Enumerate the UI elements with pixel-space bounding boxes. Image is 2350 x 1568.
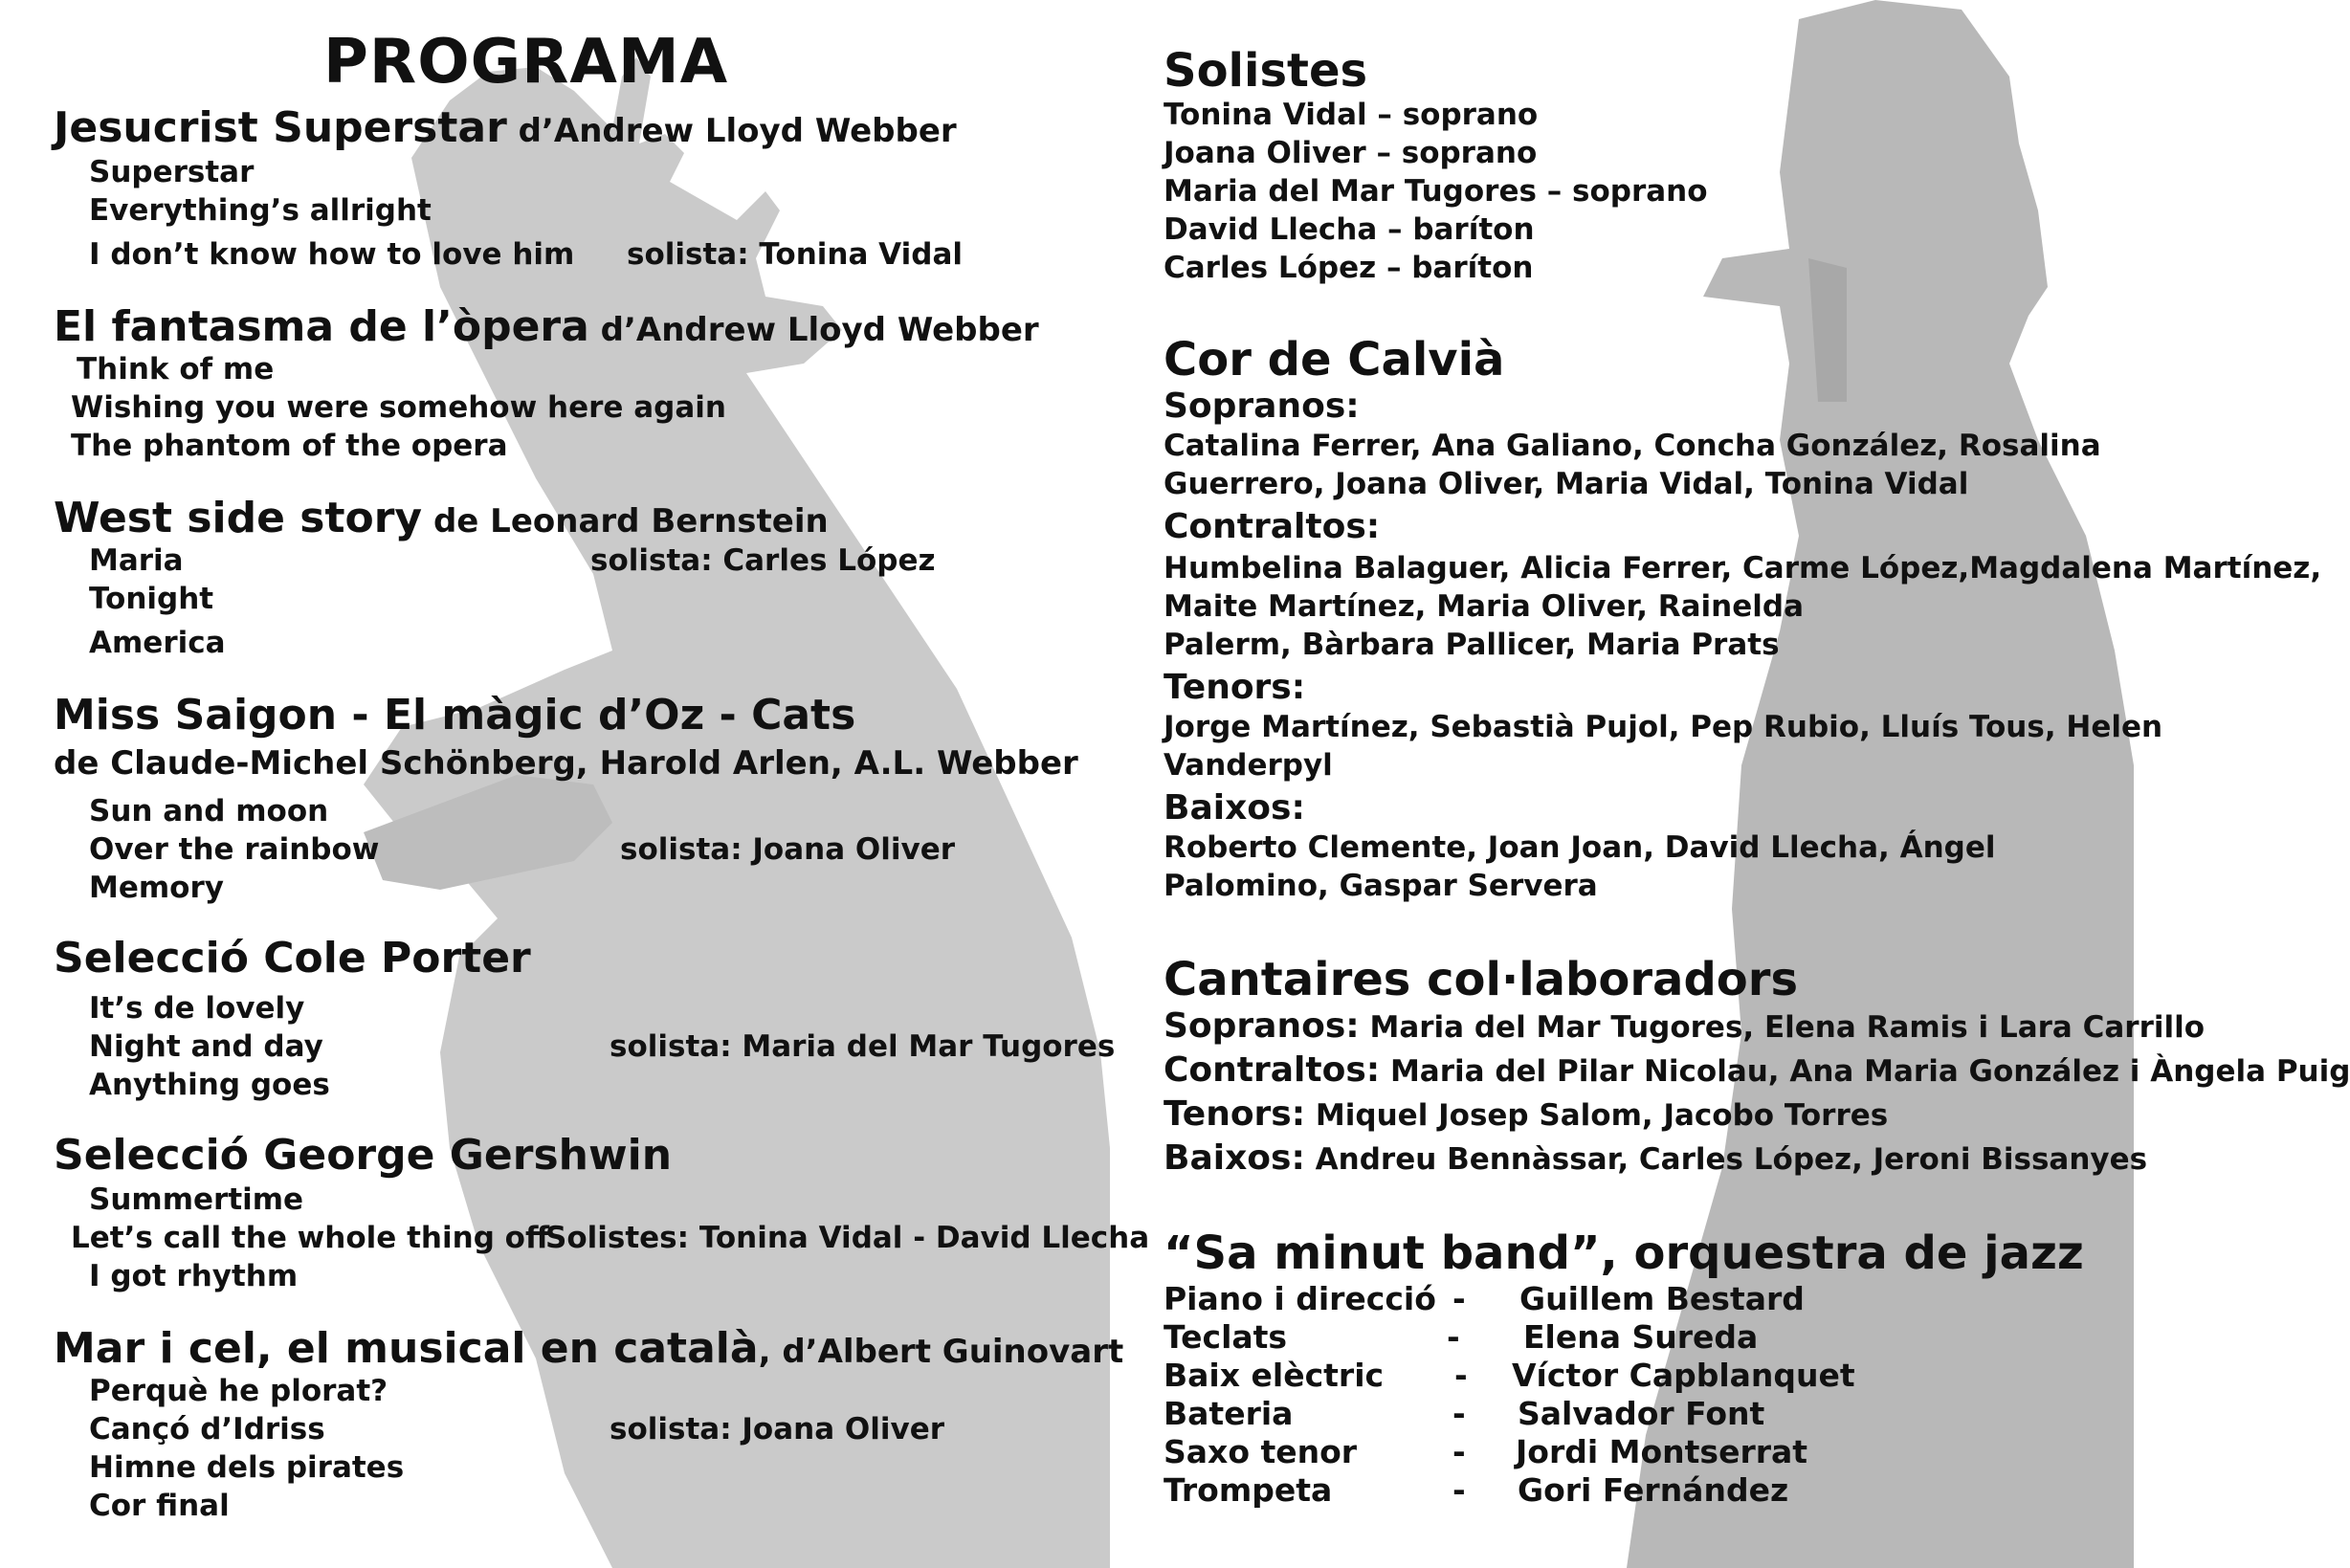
song-title: Over the rainbow	[89, 832, 380, 867]
choir-heading: Cor de Calvià	[1164, 333, 1505, 386]
song-title: Superstar	[89, 155, 255, 189]
song-title: The phantom of the opera	[71, 429, 508, 463]
dash: -	[1447, 1318, 1460, 1356]
song-title: I don’t know how to love him	[89, 237, 575, 272]
collaborator-row: Contraltos: Maria del Pilar Nicolau, Ana Maria González i Àngela Puig	[1164, 1050, 2350, 1090]
soloist-note: solista: Tonina Vidal	[627, 237, 963, 272]
choir-names: Guerrero, Joana Oliver, Maria Vidal, Tonina Vidal	[1164, 467, 1969, 501]
program-item-title: El fantasma de l’òpera d’Andrew Lloyd Webber	[54, 302, 1039, 351]
soloist-entry: Maria del Mar Tugores – soprano	[1164, 174, 1708, 209]
band-role: Teclats	[1164, 1318, 1288, 1356]
program-item-composers: de Claude-Michel Schönberg, Harold Arlen, A.L. Webber	[54, 744, 1078, 783]
soloist-entry: David Llecha – baríton	[1164, 212, 1535, 247]
band-member-name: Guillem Bestard	[1519, 1280, 1805, 1317]
band-member-name: Jordi Montserrat	[1516, 1433, 1808, 1470]
song-title: America	[89, 626, 226, 660]
song-title: Summertime	[89, 1182, 304, 1217]
song-title: Tonight	[89, 582, 214, 616]
soloists-heading: Solistes	[1164, 44, 1368, 98]
soloist-entry: Joana Oliver – soprano	[1164, 136, 1538, 170]
song-title: It’s de lovely	[89, 991, 305, 1026]
program-item-title: Selecció Cole Porter	[54, 934, 531, 983]
band-member-name: Gori Fernández	[1518, 1471, 1789, 1509]
soloist-note: solista: Carles López	[590, 543, 936, 578]
soloist-entry: Tonina Vidal – soprano	[1164, 98, 1539, 132]
song-title: Anything goes	[89, 1068, 330, 1102]
choir-names: Palomino, Gaspar Servera	[1164, 869, 1598, 903]
voice-section-label: Sopranos:	[1164, 386, 1360, 426]
song-title: Let’s call the whole thing off	[71, 1221, 550, 1255]
dash: -	[1452, 1471, 1466, 1509]
band-role: Baix elèctric	[1164, 1357, 1385, 1394]
program-item-title: Mar i cel, el musical en català, d’Albert Guinovart	[54, 1324, 1124, 1373]
song-title: Perquè he plorat?	[89, 1374, 388, 1408]
song-title: Maria	[89, 543, 184, 578]
choir-names: Vanderpyl	[1164, 748, 1333, 783]
collaborators-heading: Cantaires col·laboradors	[1164, 953, 1799, 1006]
soloist-entry: Carles López – baríton	[1164, 251, 1534, 285]
song-title: Night and day	[89, 1029, 323, 1064]
choir-names: Palerm, Bàrbara Pallicer, Maria Prats	[1164, 628, 1780, 662]
song-title: Everything’s allright	[89, 193, 432, 228]
program-item-title: Selecció George Gershwin	[54, 1131, 673, 1180]
collaborator-row: Tenors: Miquel Josep Salom, Jacobo Torres	[1164, 1094, 1889, 1134]
program-item-title: Miss Saigon - El màgic d’Oz - Cats	[54, 691, 856, 740]
collaborator-row: Baixos: Andreu Bennàssar, Carles López, Jeroni Bissanyes	[1164, 1138, 2148, 1178]
band-heading: “Sa minut band”, orquestra de jazz	[1164, 1226, 2084, 1280]
soloist-note: solista: Joana Oliver	[610, 1412, 945, 1447]
song-title: Wishing you were somehow here again	[71, 390, 726, 425]
voice-section-label: Tenors:	[1164, 668, 1306, 707]
band-role: Trompeta	[1164, 1471, 1333, 1509]
band-member-name: Víctor Capblanquet	[1512, 1357, 1855, 1394]
dash: -	[1452, 1280, 1466, 1317]
soloist-note: Solistes: Tonina Vidal - David Llecha	[545, 1221, 1150, 1255]
song-title: Sun and moon	[89, 794, 329, 828]
program-item-title: Jesucrist Superstar d’Andrew Lloyd Webber	[54, 103, 957, 152]
band-role: Saxo tenor	[1164, 1433, 1358, 1470]
choir-names: Catalina Ferrer, Ana Galiano, Concha González, Rosalina	[1164, 429, 2101, 463]
dash: -	[1452, 1395, 1466, 1432]
voice-section-label: Contraltos:	[1164, 507, 1381, 546]
band-member-name: Salvador Font	[1518, 1395, 1765, 1432]
choir-names: Maite Martínez, Maria Oliver, Rainelda	[1164, 589, 1805, 624]
band-role: Piano i direcció	[1164, 1280, 1436, 1317]
program-item-title: West side story de Leonard Bernstein	[54, 494, 829, 542]
soloist-note: solista: Joana Oliver	[620, 832, 956, 867]
choir-names: Jorge Martínez, Sebastià Pujol, Pep Rubio, Lluís Tous, Helen	[1164, 710, 2163, 744]
song-title: Cançó d’Idriss	[89, 1412, 325, 1447]
song-title: Memory	[89, 871, 224, 905]
dash: -	[1452, 1433, 1466, 1470]
song-title: Himne dels pirates	[89, 1450, 405, 1485]
song-title: Cor final	[89, 1489, 230, 1523]
page-title: PROGRAMA	[323, 27, 729, 98]
choir-names: Roberto Clemente, Joan Joan, David Llecha, Ángel	[1164, 830, 1996, 865]
dash: -	[1454, 1357, 1468, 1394]
song-title: I got rhythm	[89, 1259, 299, 1293]
band-role: Bateria	[1164, 1395, 1294, 1432]
voice-section-label: Baixos:	[1164, 788, 1305, 828]
song-title: Think of me	[77, 352, 275, 386]
soloist-note: solista: Maria del Mar Tugores	[610, 1029, 1116, 1064]
band-member-name: Elena Sureda	[1523, 1318, 1759, 1356]
choir-names: Humbelina Balaguer, Alicia Ferrer, Carme López,Magdalena Martínez,	[1164, 551, 2322, 585]
collaborator-row: Sopranos: Maria del Mar Tugores, Elena Ramis i Lara Carrillo	[1164, 1006, 2206, 1046]
